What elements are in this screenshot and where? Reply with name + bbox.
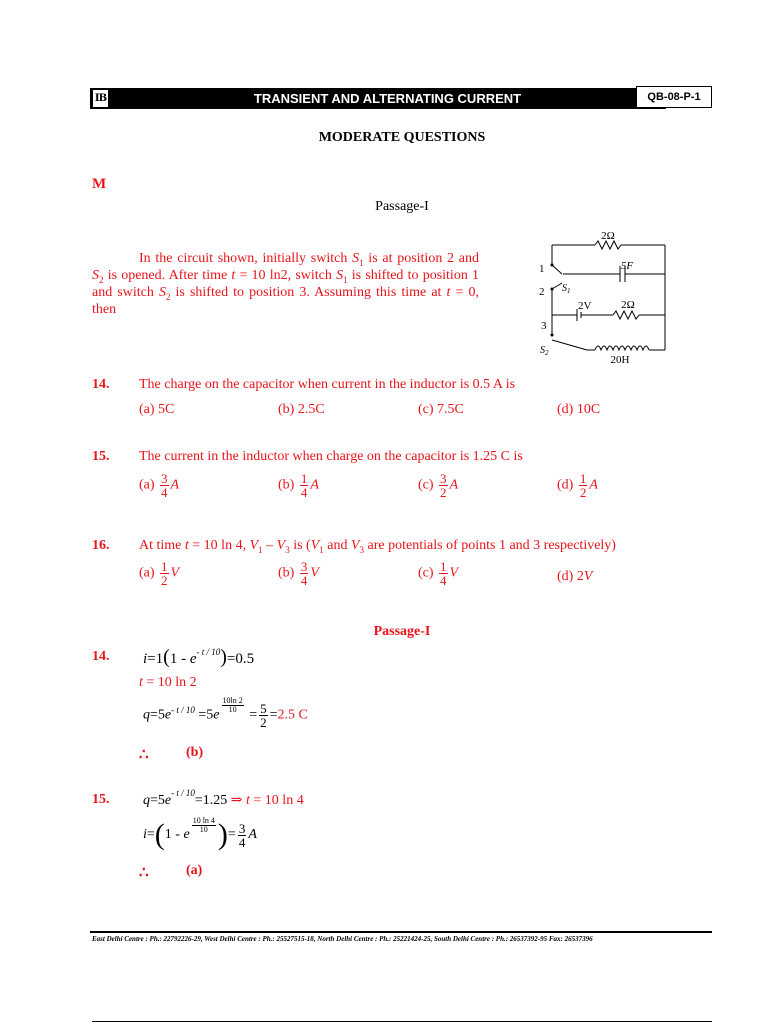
- section-title: MODERATE QUESTIONS: [318, 130, 486, 145]
- question-15-option-a: (a) $\frac{3}{4}$ A: [139, 471, 180, 500]
- solution-15-therefore: ∴: [139, 865, 149, 881]
- resistor-top: [595, 241, 621, 249]
- page-bottom-rule: [92, 1021, 712, 1022]
- question-14-option-d: (d) 10C: [557, 402, 601, 417]
- solution-14-eq1: $i=1(1 - e^{- t / 10})=0.5$: [143, 646, 255, 668]
- question-16-option-b: (b) $\frac{3}{4}$ V: [278, 559, 319, 588]
- switch-s2-blade: [552, 340, 587, 350]
- question-15-stem: The current in the inductor when charge on the capacitor is 1.25 C is: [139, 449, 523, 464]
- logo-text: IB: [94, 93, 107, 104]
- solution-14-eq3: $q=5e^{- t / 10} =5e$ $\frac{10\ln 2}{10}$ = $\frac{5}{2}$ =2.5 C: [143, 696, 308, 730]
- node-3: [551, 334, 554, 337]
- passage-text: In the circuit shown, initially switch $S_1$ is at position 2 and $S_2$ is opened. After time t = 10 ln2, switch $S_1$ is shifted to position 1 and switch $S_2$ is shifted to position 3. Assuming this time at t = 0, then: [92, 251, 480, 317]
- header-title: TRANSIENT AND ALTERNATING CURRENT: [253, 91, 522, 106]
- question-14-number: 14.: [92, 377, 110, 392]
- question-14-option-a: (a) 5C: [139, 402, 175, 417]
- footer-text: East Delhi Centre : Ph.: 22792226-29, West Delhi Centre : Ph.: 25527515-18, North Delhi Centre : Ph.: 25221424-25, South Delhi Centre : Ph.: 26537392-95 Fax: 26537396: [92, 935, 593, 943]
- question-16-option-d: (d) 2V: [557, 569, 593, 584]
- solution-14-therefore: ∴: [139, 747, 149, 763]
- label-r-mid: 2Ω: [621, 299, 635, 311]
- solution-14-answer: (b): [186, 745, 204, 760]
- solution-14-number: 14.: [92, 649, 110, 664]
- question-15-option-c: (c) $\frac{3}{2}$ A: [418, 471, 459, 500]
- node-2: [551, 288, 554, 291]
- label-pos3: 3: [541, 320, 547, 332]
- solution-15-eq2: i=(1 - e $\frac{10 \ln 4}{10}$ )= $\frac{3}{4}$ A: [143, 815, 257, 851]
- solution-15-answer: (a): [186, 863, 203, 878]
- question-14-stem: The charge on the capacitor when current in the inductor is 0.5 A is: [139, 377, 516, 392]
- passage-title: Passage-I: [375, 199, 429, 214]
- resistor-mid: [613, 311, 639, 319]
- label-s2: $S_2$: [540, 345, 549, 357]
- header-logo: [92, 89, 109, 108]
- switch-s1-blade: [552, 283, 562, 289]
- level-marker: M: [92, 176, 107, 192]
- question-14-option-b: (b) 2.5C: [278, 402, 325, 417]
- question-16-stem: At time t = 10 ln 4, $V_1 - V_3$ is ($V_1$ and $V_3$ are potentials of points 1 and 3 respectively): [139, 538, 616, 555]
- label-s1: $S_1$: [562, 283, 571, 295]
- circuit-diagram: [535, 225, 675, 370]
- inductor-coil: [595, 346, 649, 350]
- label-r-top: 2Ω: [601, 230, 615, 242]
- node-1: [551, 264, 554, 267]
- solution-15-eq1: $q=5e^{- t / 10}=1.25$ ⇒ t = 10 ln 4: [143, 788, 304, 808]
- question-16-number: 16.: [92, 538, 110, 553]
- question-16-option-a: (a) $\frac{1}{2}$ V: [139, 559, 180, 588]
- footer-rule: [90, 931, 712, 933]
- question-16-option-c: (c) $\frac{1}{4}$ V: [418, 559, 459, 588]
- label-ind: 20H: [610, 354, 630, 366]
- question-15-option-d: (d) $\frac{1}{2}$ A: [557, 471, 598, 500]
- label-pos1: 1: [539, 263, 545, 275]
- switch-s1-upper: [552, 265, 562, 274]
- solution-14-eq2: t = 10 ln 2: [139, 675, 197, 690]
- label-cap: 5F: [620, 260, 634, 272]
- question-14-option-c: (c) 7.5C: [418, 402, 464, 417]
- header-code: QB-08-P-1: [636, 86, 712, 108]
- label-batt: 2V: [578, 300, 592, 312]
- question-15-option-b: (b) $\frac{1}{4}$ A: [278, 471, 319, 500]
- solutions-title: Passage-I: [373, 624, 431, 639]
- solution-15-number: 15.: [92, 792, 110, 807]
- question-15-number: 15.: [92, 449, 110, 464]
- label-pos2: 2: [539, 286, 545, 298]
